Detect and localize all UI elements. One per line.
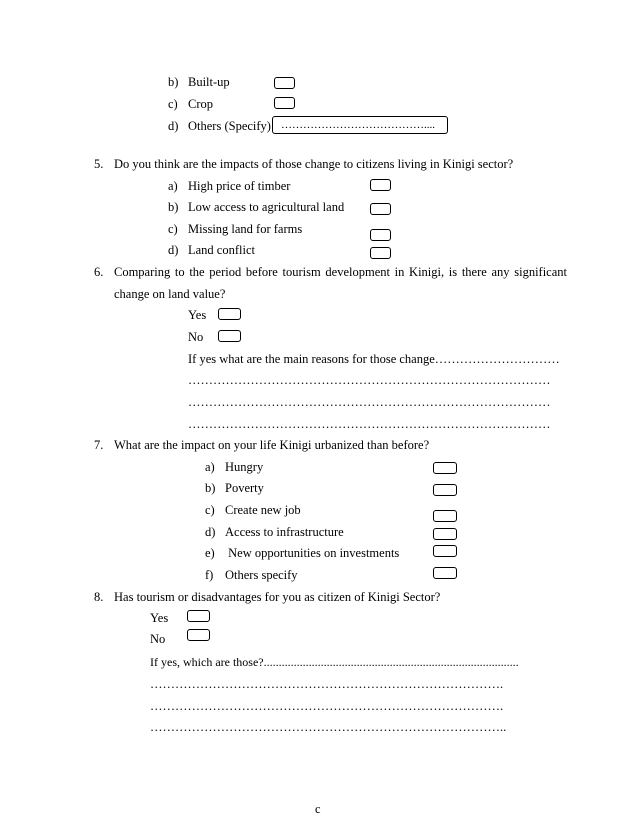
q5-option-a-checkbox[interactable] <box>370 179 391 191</box>
q7-option-c-label: c) <box>205 503 215 517</box>
q7-option-b-label: b) <box>205 481 216 495</box>
q4-option-b-label: b) <box>168 75 179 89</box>
q8-yes-checkbox[interactable] <box>187 610 210 622</box>
q7-option-e-checkbox[interactable] <box>433 545 457 557</box>
q4-specify-dots: ………………………………….... <box>281 119 435 131</box>
q5-option-c-text: Missing land for farms <box>188 222 303 236</box>
q7-option-a-text: Hungry <box>225 460 264 474</box>
q7-question: What are the impact on your life Kinigi urbanized than before? <box>114 438 430 452</box>
q6-question-line1: Comparing to the period before tourism development in Kinigi, is there any significant <box>114 265 567 279</box>
q8-answer-line-3[interactable]: ………………………………………………………………………….. <box>150 720 507 734</box>
q6-question-line2: change on land value? <box>114 287 226 301</box>
q5-option-b-label: b) <box>168 200 179 214</box>
q4-option-d-text: Others (Specify) <box>188 119 271 133</box>
q6-answer-line-3[interactable]: …………………………………………………………………………… <box>188 417 551 431</box>
q7-number: 7. <box>94 438 104 452</box>
q6-yes-checkbox[interactable] <box>218 308 241 320</box>
q5-option-d-label: d) <box>168 243 179 257</box>
q4-option-c-text: Crop <box>188 97 213 111</box>
q6-number: 6. <box>94 265 104 279</box>
q7-option-a-label: a) <box>205 460 215 474</box>
q7-option-d-label: d) <box>205 525 216 539</box>
q8-yes-label: Yes <box>150 611 169 625</box>
q5-option-d-text: Land conflict <box>188 243 255 257</box>
q7-option-c-text: Create new job <box>225 503 301 517</box>
q6-answer-line-2[interactable]: …………………………………………………………………………… <box>188 395 551 409</box>
q8-no-label: No <box>150 632 166 646</box>
q4-option-c-label: c) <box>168 97 178 111</box>
q6-yes-label: Yes <box>188 308 207 322</box>
q5-option-a-label: a) <box>168 179 178 193</box>
q6-no-label: No <box>188 330 204 344</box>
q7-option-d-checkbox[interactable] <box>433 528 457 540</box>
q7-option-e-text: New opportunities on investments <box>225 546 400 560</box>
q8-answer-line-1[interactable]: …………………………………………………………………………. <box>150 677 504 691</box>
q4-option-c-checkbox[interactable] <box>274 97 295 109</box>
q4-option-b-checkbox[interactable] <box>274 77 295 89</box>
q5-option-c-label: c) <box>168 222 178 236</box>
q7-option-d-text: Access to infrastructure <box>225 525 344 539</box>
q6-no-checkbox[interactable] <box>218 330 241 342</box>
q7-option-f-label: f) <box>205 568 214 582</box>
q6-answer-line-1[interactable]: …………………………………………………………………………… <box>188 373 551 387</box>
q7-option-f-checkbox[interactable] <box>433 567 457 579</box>
q7-option-c-checkbox[interactable] <box>433 510 457 522</box>
q5-option-b-checkbox[interactable] <box>370 203 391 215</box>
q8-answer-line-2[interactable]: …………………………………………………………………………. <box>150 699 504 713</box>
q4-option-d-label: d) <box>168 119 179 133</box>
q8-question: Has tourism or disadvantages for you as citizen of Kinigi Sector? <box>114 590 441 604</box>
q8-number: 8. <box>94 590 104 604</box>
q7-option-f-text: Others specify <box>225 568 298 582</box>
q7-option-e-label: e) <box>205 546 215 560</box>
q5-option-c-checkbox[interactable] <box>370 229 391 241</box>
q7-option-b-text: Poverty <box>225 481 264 495</box>
q4-specify-field[interactable] <box>272 116 448 134</box>
q5-option-a-text: High price of timber <box>188 179 291 193</box>
q5-question: Do you think are the impacts of those change to citizens living in Kinigi sector? <box>114 157 514 171</box>
q5-option-d-checkbox[interactable] <box>370 247 391 259</box>
q5-number: 5. <box>94 157 104 171</box>
q6-followup: If yes what are the main reasons for those change………………………… <box>188 352 560 366</box>
q7-option-a-checkbox[interactable] <box>433 462 457 474</box>
q8-followup: If yes, which are those?..................................................................................... <box>150 655 519 669</box>
q4-option-b-text: Built-up <box>188 75 230 89</box>
page-number: c <box>315 802 321 816</box>
q5-option-b-text: Low access to agricultural land <box>188 200 345 214</box>
q7-option-b-checkbox[interactable] <box>433 484 457 496</box>
q8-no-checkbox[interactable] <box>187 629 210 641</box>
